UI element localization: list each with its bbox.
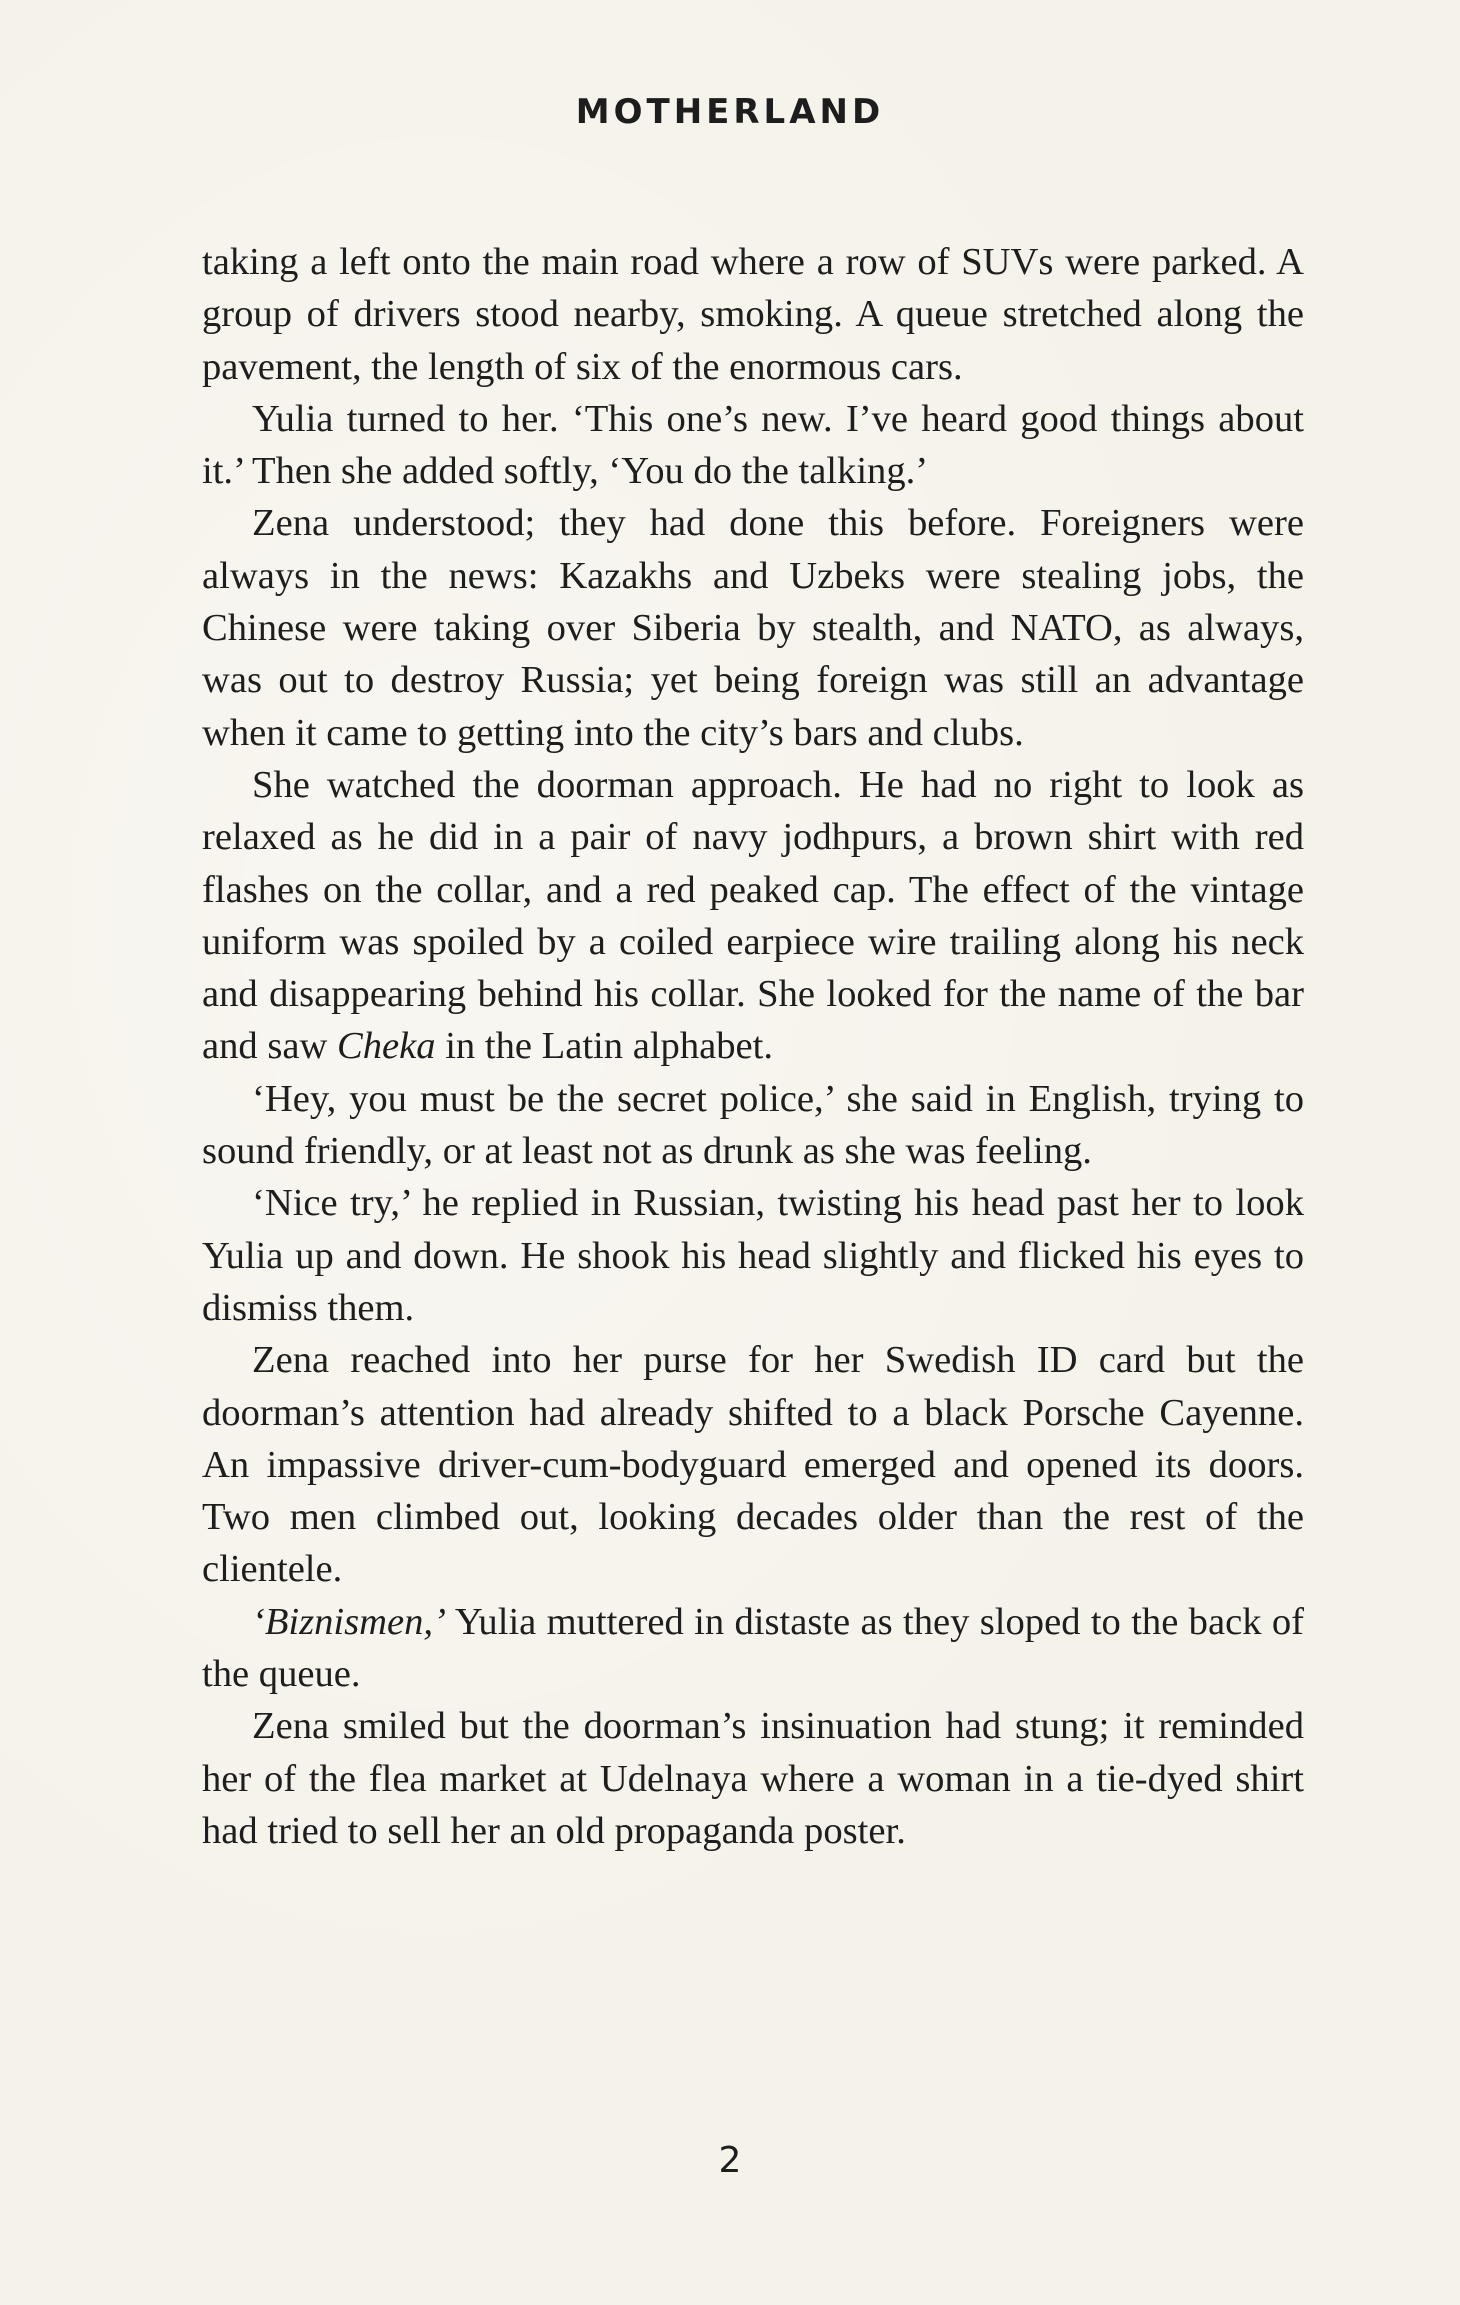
paragraph [202,759,1304,1073]
page-number: 2 [718,2140,742,2181]
paragraph-text: She watched the doorman approach. He had no right to look as relaxed as he did in a pair of navy jodhpurs, a brown shirt with red flashes on the collar, and a red peaked cap. The effect of the vintage uniform was spoiled by a coiled earpiece wire trailing along his neck and disappearing behind his collar. She looked for the name of the bar and saw [202,763,1304,1068]
paragraph [202,1596,1304,1701]
paragraph: taking a left onto the main road where a row of SUVs were parked. A group of drivers stood nearby, smoking. A queue stretched along the pavement, the length of six of the enormous cars. [202,241,1304,388]
bar-name-italic: Cheka [337,1025,436,1068]
paragraph: Zena understood; they had done this before. Foreigners were always in the news: Kazakhs and Uzbeks were stealing jobs, the Chinese were taking over Siberia by stealth, and NATO, as always, was out to destroy Russia; yet being foreign was still an advantage when it came to getting into the city’s bars and clubs. [202,502,1304,754]
paragraph: Zena reached into her purse for her Swedish ID card but the doorman’s attention had already shifted to a black Porsche Cayenne. An impassive driver-cum-bodyguard emerged and opened its doors. Two men climbed out, looking decades older than the rest of the clientele. [202,1339,1304,1591]
running-head-title: MOTHERLAND [575,92,885,132]
paragraph-text: in the Latin alphabet. [435,1025,774,1068]
paragraph-text: Yulia muttered in distaste as they sloped to the back of the queue. [202,1600,1304,1696]
biznismen-italic: ‘Biznismen,’ [252,1600,446,1643]
body-text [202,236,1304,1857]
paragraph: ‘Nice try,’ he replied in Russian, twisting his head past her to look Yulia up and down. He shook his head slightly and flicked his eyes to dismiss them. [202,1182,1304,1329]
paragraph: Zena smiled but the doorman’s insinuation had stung; it reminded her of the flea market at Udelnaya where a woman in a tie-dyed shirt had tried to sell her an old propaganda poster. [202,1705,1304,1852]
paragraph: ‘Hey, you must be the secret police,’ she said in English, trying to sound friendly, or at least not as drunk as she was feeling. [202,1077,1304,1173]
paragraph: Yulia turned to her. ‘This one’s new. I’ve heard good things about it.’ Then she added softly, ‘You do the talking.’ [202,397,1304,493]
